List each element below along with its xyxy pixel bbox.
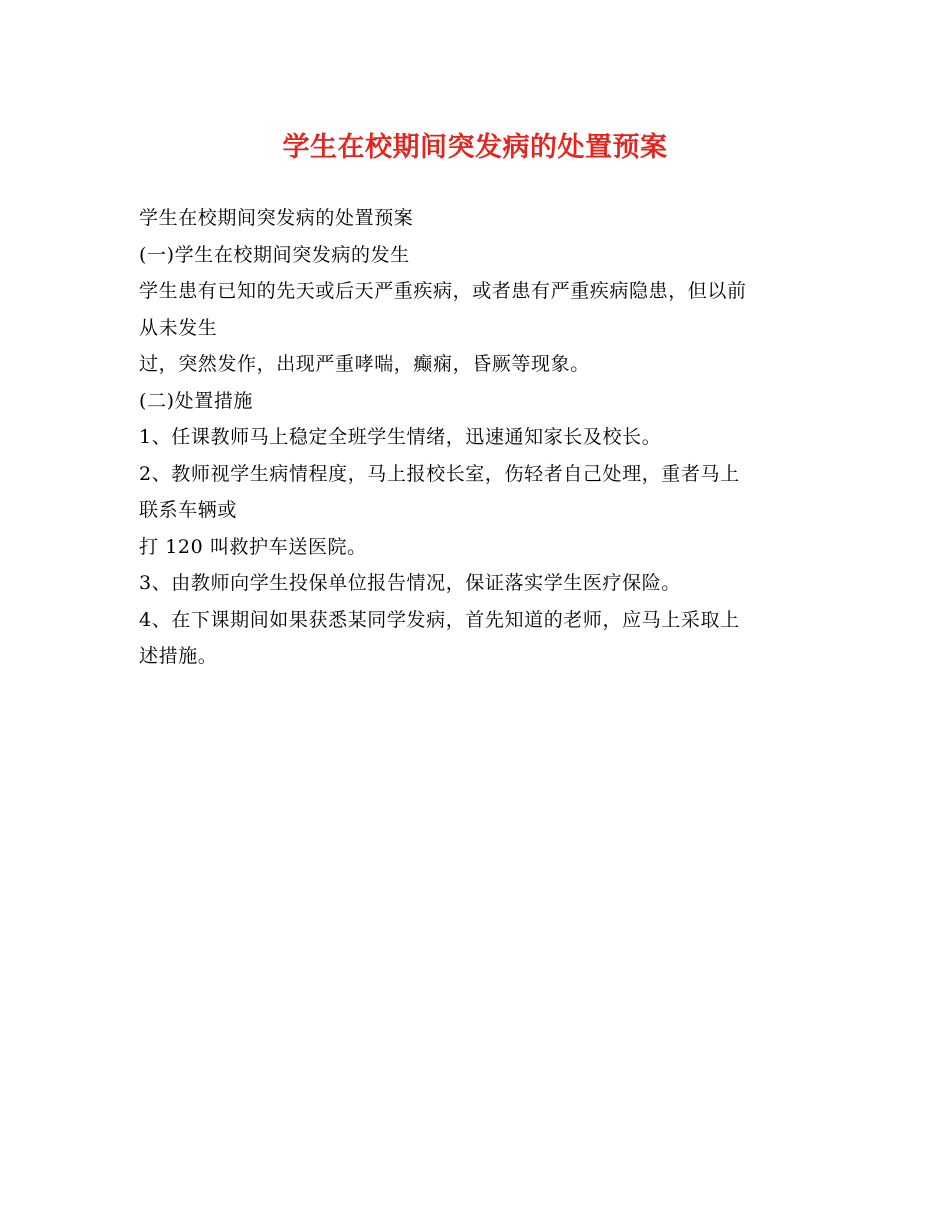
document-title: 学生在校期间突发病的处置预案 — [282, 132, 668, 163]
body-line: 学生患有已知的先天或后天严重疾病，或者患有严重疾病隐患，但以前 — [139, 280, 747, 302]
section-heading: (一)学生在校期间突发病的发生 — [139, 243, 410, 266]
list-item: 4、在下课期间如果获悉某同学发病，首先知道的老师，应马上采取上 — [139, 608, 740, 631]
list-item: 联系车辆或 — [139, 499, 238, 521]
document-body — [139, 200, 819, 675]
list-item: 打 120 叫救护车送医院。 — [139, 535, 367, 558]
list-item: 2、教师视学生病情程度，马上报校长室，伤轻者自己处理，重者马上 — [139, 462, 740, 485]
list-item: 3、由教师向学生投保单位报告情况，保证落实学生医疗保险。 — [139, 572, 681, 594]
body-line: 学生在校期间突发病的处置预案 — [139, 207, 414, 229]
body-line: 从未发生 — [139, 316, 218, 339]
section-heading: (二)处置措施 — [139, 389, 254, 412]
body-line: 过，突然发作，出现严重哮喘，癫痫，昏厥等现象。 — [139, 353, 590, 375]
list-item: 述措施。 — [139, 645, 218, 667]
list-item: 1、任课教师马上稳定全班学生情绪，迅速通知家长及校长。 — [139, 426, 662, 448]
